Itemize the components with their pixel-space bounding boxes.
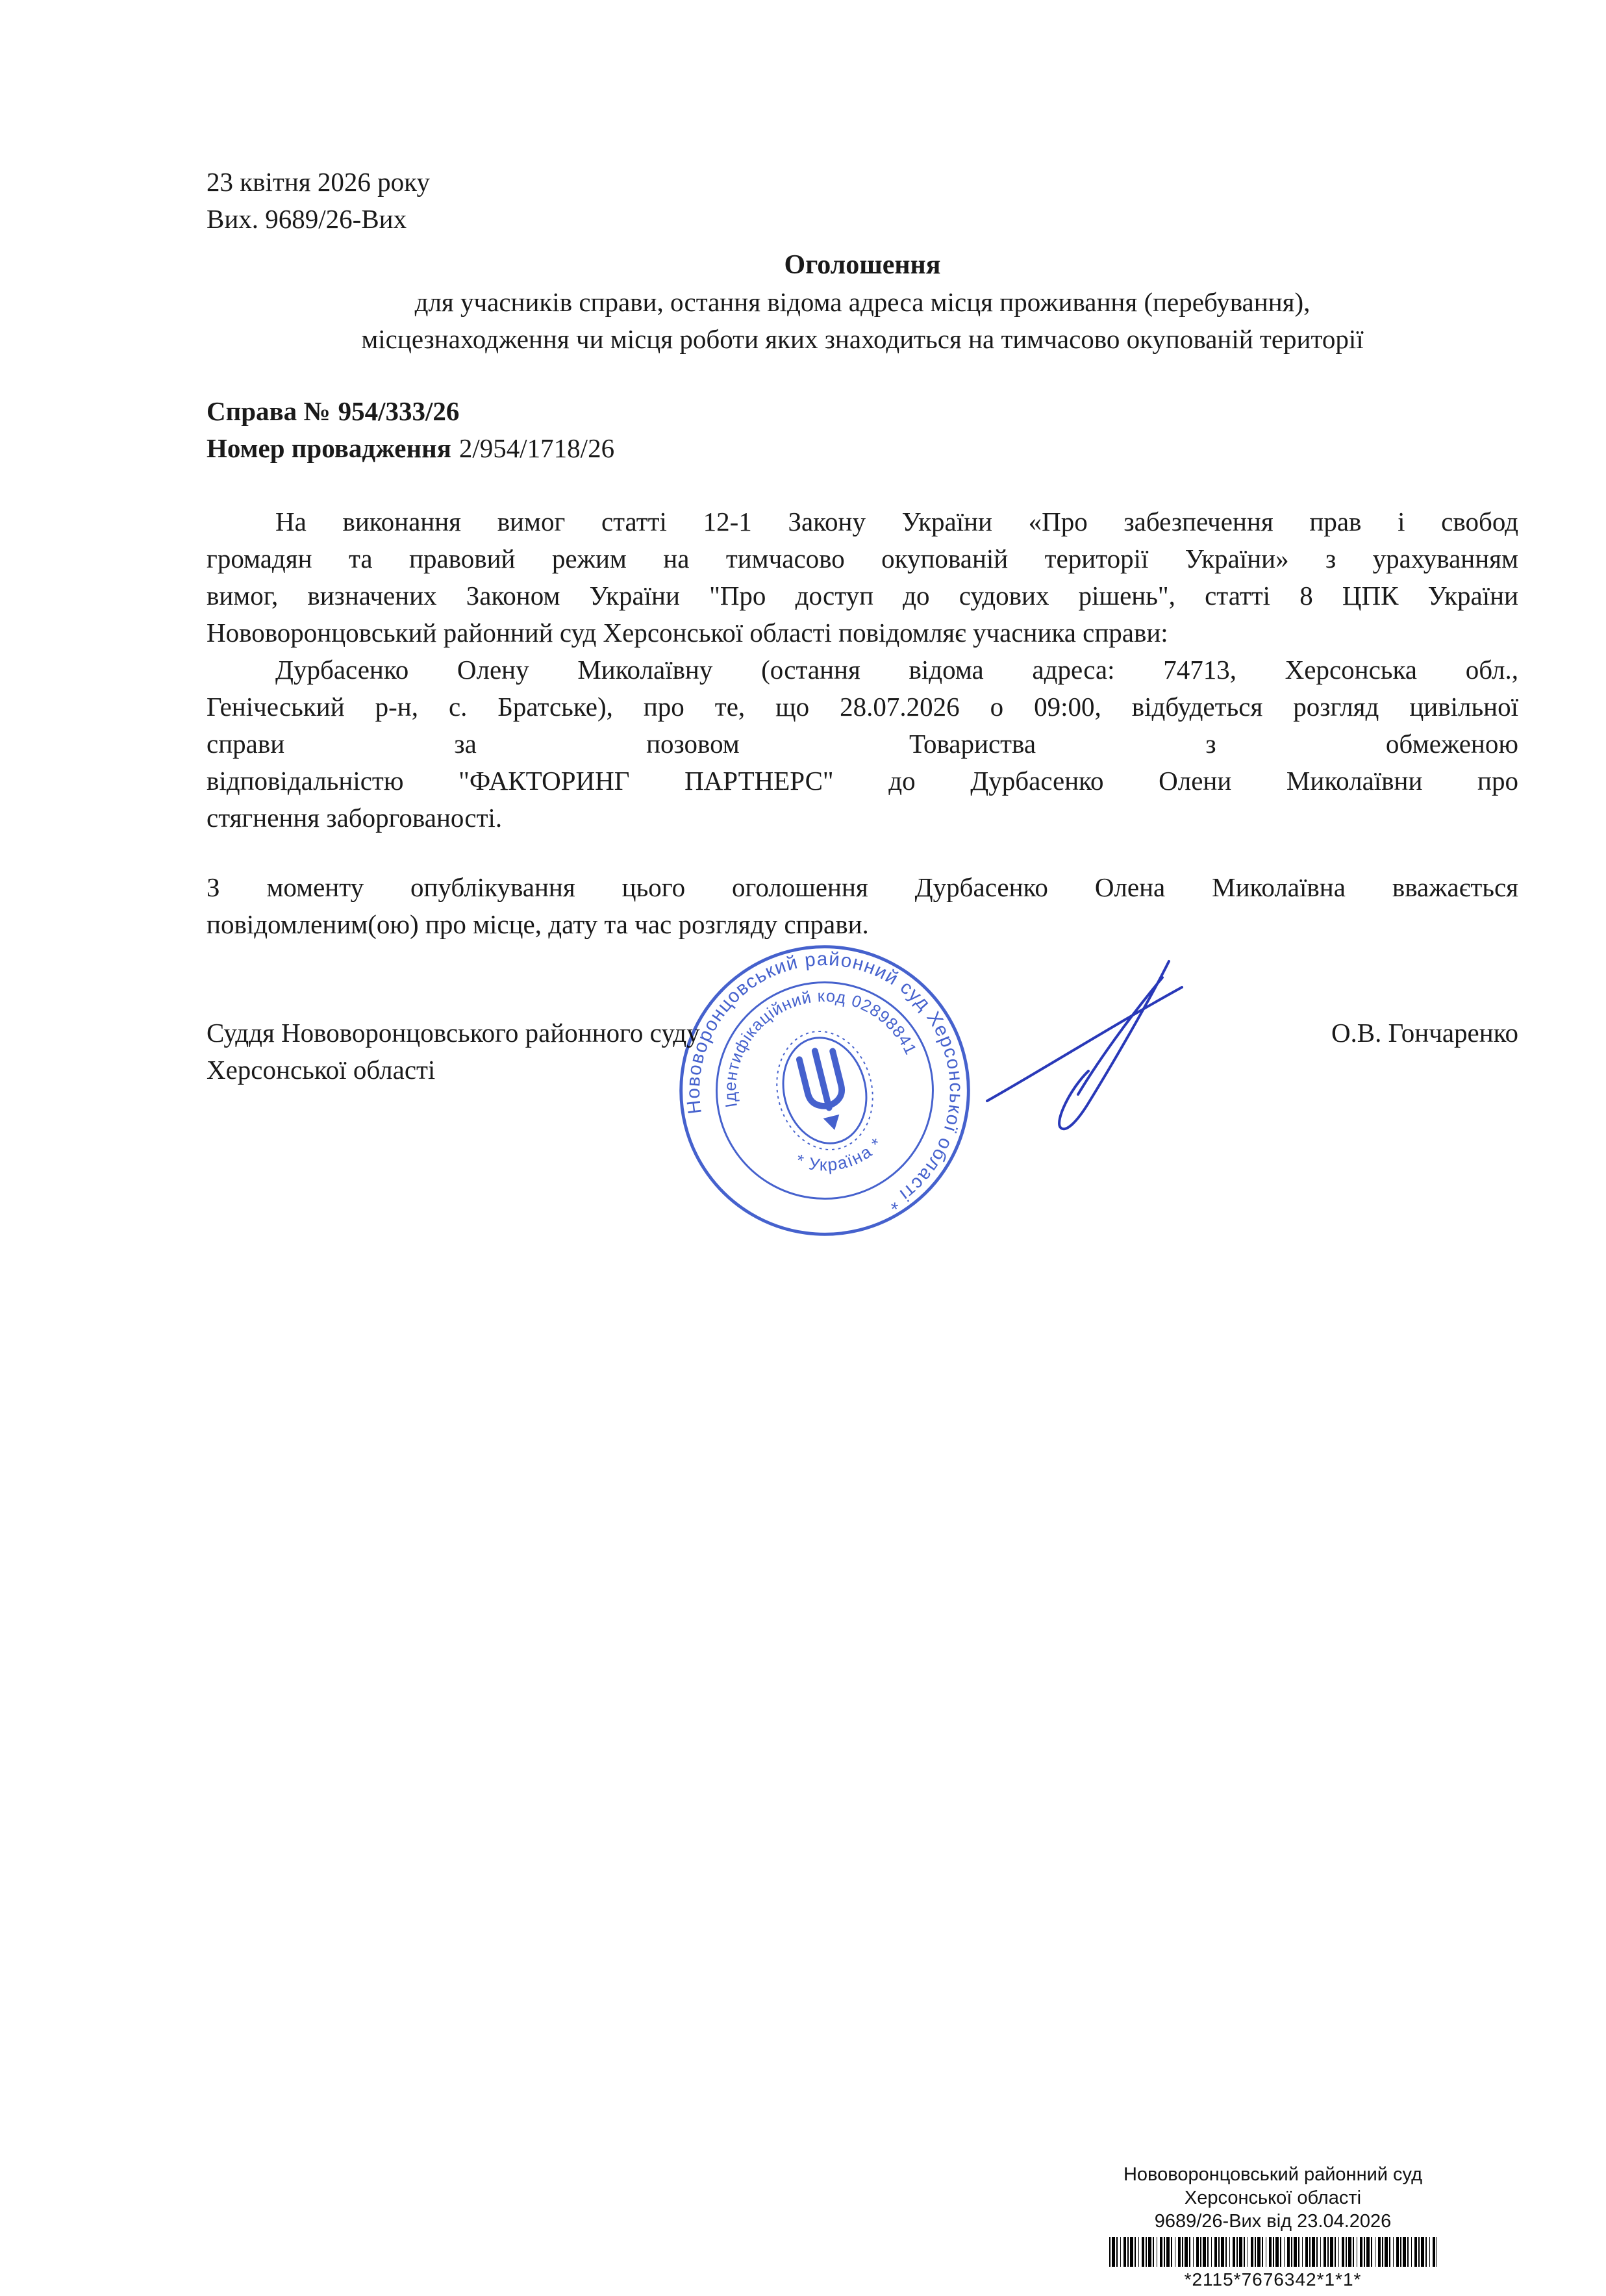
trident-point: [823, 1115, 843, 1132]
svg-text:* Україна *: [790, 1129, 890, 1184]
paragraph-legal-basis: [207, 503, 1518, 651]
proceeding-number-label: Номер провадження: [207, 433, 451, 463]
paragraph-line: справи за позовом Товариства з обмеженою: [207, 729, 1518, 759]
paragraph-line: Генічеський р-н, с. Братське), про те, що 28.07.2026 о 09:00, відбудеться розгляд цивільної: [207, 692, 1518, 722]
paragraph-line: З моменту опублікування цього оголошення Дурбасенко Олена Миколаївна вважається: [207, 872, 1518, 902]
date-line: 23 квітня 2026 року: [207, 167, 430, 197]
footer-court-line-2: Херсонської області: [1184, 2188, 1362, 2208]
case-info-block: [207, 393, 1518, 467]
paragraph-publication-notice: [207, 869, 1518, 943]
subtitle-line-1: для учасників справи, остання відома адреса місця проживання (перебування),: [414, 287, 1311, 317]
document-body: [207, 164, 1518, 1089]
case-number-value: 954/333/26: [338, 396, 460, 426]
stamp-country-text: * Україна *: [793, 1133, 887, 1175]
paragraph-line: повідомленим(ою) про місце, дату та час розгляду справи.: [207, 909, 869, 939]
judge-name: О.В. Гончаренко: [1331, 1018, 1518, 1048]
stamp-outer-text: Нововоронцовський районний суд Херсонської області *: [682, 948, 968, 1215]
paragraph-line: вимог, визначених Законом України "Про доступ до судових рішень", статті 8 ЦПК України: [207, 581, 1518, 611]
case-number-label: Справа №: [207, 396, 331, 426]
paragraph-line: На виконання вимог статті 12-1 Закону України «Про забезпечення прав і свобод: [275, 507, 1518, 536]
barcode: [1109, 2237, 1437, 2267]
proceeding-number-line: [207, 430, 1518, 467]
subtitle: [207, 284, 1518, 358]
paragraph-line: громадян та правовий режим на тимчасово окупованій території України» з урахуванням: [207, 544, 1518, 574]
judge-title-line-2: Херсонської області: [207, 1055, 436, 1085]
paragraph-line: відповідальністю "ФАКТОРИНГ ПАРТНЕРС" до Дурбасенко Олени Миколаївни про: [207, 766, 1518, 796]
subtitle-line-2: місцезнаходження чи місця роботи яких знаходиться на тимчасово окупованій території: [361, 324, 1364, 354]
judge-title-line-1: Суддя Нововоронцовського районного суду: [207, 1018, 700, 1048]
stamp-id-code-text: Ідентифікаційний код 02898841: [721, 987, 920, 1109]
barcode-caption: *2115*7676342*1*1*: [1184, 2269, 1362, 2290]
registration-footer: [1075, 2163, 1471, 2291]
case-number-line: [207, 393, 1518, 430]
paragraph-line: Нововоронцовський районний суд Херсонської області повідомляє учасника справи:: [207, 618, 1168, 648]
paragraph-line: Дурбасенко Олену Миколаївну (остання відома адреса: 74713, Херсонська обл.,: [275, 655, 1518, 685]
paragraph-line: стягнення заборгованості.: [207, 803, 503, 833]
footer-court-line-1: Нововоронцовський районний суд: [1123, 2164, 1423, 2185]
signature-block: [207, 1015, 1518, 1089]
judge-title: [207, 1015, 700, 1089]
outgoing-ref-line: Вих. 9689/26-Вих: [207, 204, 407, 234]
footer-ref-line: 9689/26-Вих від 23.04.2026: [1154, 2211, 1392, 2232]
proceeding-number-value: 2/954/1718/26: [458, 433, 615, 463]
paragraph-notification: [207, 651, 1518, 837]
page-title: Оголошення: [784, 250, 941, 280]
